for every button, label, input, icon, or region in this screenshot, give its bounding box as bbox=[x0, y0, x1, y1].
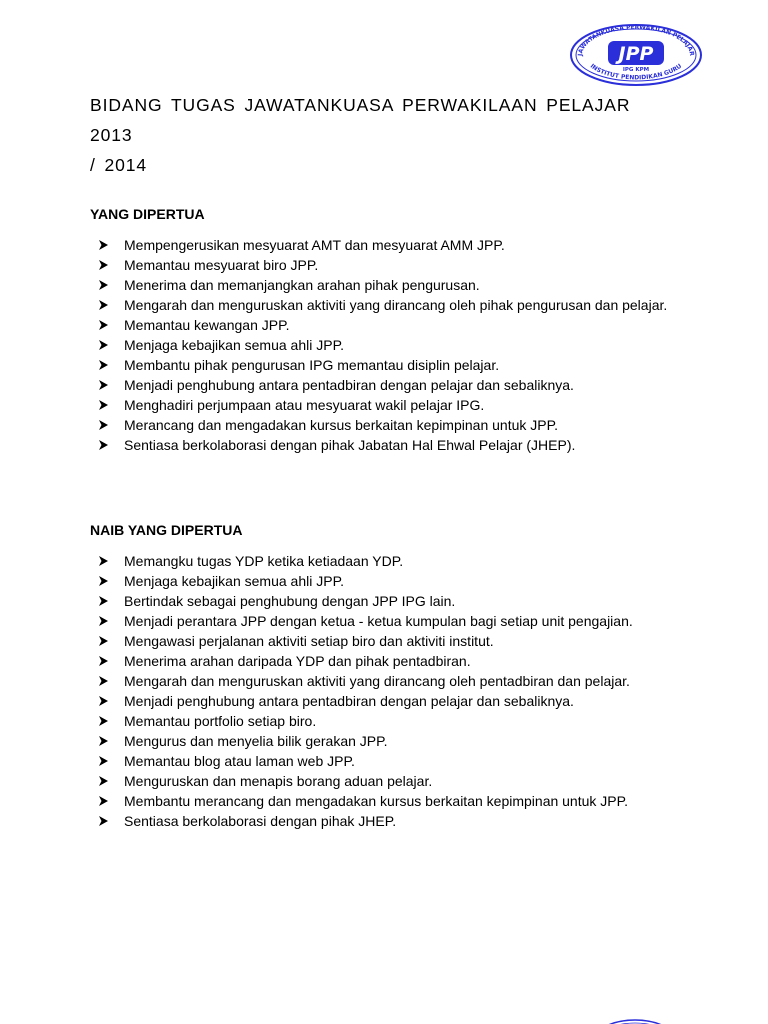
list-item: Memantau portfolio setiap biro. bbox=[90, 711, 676, 731]
list-item: Mempengerusikan mesyuarat AMT dan mesyuarat AMM JPP. bbox=[90, 235, 676, 255]
section-heading: NAIB YANG DIPERTUA bbox=[90, 522, 243, 538]
list-item: Menguruskan dan menapis borang aduan pelajar. bbox=[90, 771, 676, 791]
list-item: Menerima arahan daripada YDP dan pihak pentadbiran. bbox=[90, 651, 676, 671]
arrow-bullet-icon bbox=[98, 631, 108, 646]
arrow-bullet-icon bbox=[98, 335, 108, 350]
arrow-bullet-icon bbox=[98, 375, 108, 390]
arrow-bullet-icon bbox=[98, 591, 108, 606]
arrow-bullet-icon bbox=[98, 551, 108, 566]
list-item: Memantau kewangan JPP. bbox=[90, 315, 676, 335]
logo-arc-text: JAWATANKUASA PERWAKILAN PELAJAR bbox=[576, 23, 696, 57]
list-item: Menerima dan memanjangkan arahan pihak pengurusan. bbox=[90, 275, 676, 295]
list-item: Mengarah dan menguruskan aktiviti yang dirancang oleh pihak pengurusan dan pelajar. bbox=[90, 295, 676, 315]
list-item: Menjadi penghubung antara pentadbiran dengan pelajar dan sebaliknya. bbox=[90, 375, 676, 395]
list-item: Menjaga kebajikan semua ahli JPP. bbox=[90, 571, 676, 591]
jpp-logo-partial-icon bbox=[590, 1012, 680, 1024]
list-item: Menjadi penghubung antara pentadbiran dengan pelajar dan sebaliknya. bbox=[90, 691, 676, 711]
list-item: Menjadi perantara JPP dengan ketua - ketua kumpulan bagi setiap unit pengajian. bbox=[90, 611, 676, 631]
list-item: Mengurus dan menyelia bilik gerakan JPP. bbox=[90, 731, 676, 751]
title-line-1: BIDANG TUGAS JAWATANKUASA PERWAKILAAN PELAJAR 2013 bbox=[90, 95, 631, 145]
arrow-bullet-icon bbox=[98, 355, 108, 370]
arrow-bullet-icon bbox=[98, 395, 108, 410]
arrow-bullet-icon bbox=[98, 571, 108, 586]
section-heading: YANG DIPERTUA bbox=[90, 206, 205, 222]
list-item: Merancang dan mengadakan kursus berkaitan kepimpinan untuk JPP. bbox=[90, 415, 676, 435]
duty-list bbox=[90, 235, 680, 455]
arrow-bullet-icon bbox=[98, 235, 108, 250]
title-line-2: / 2014 bbox=[90, 155, 148, 175]
section-yang-dipertua bbox=[90, 205, 680, 455]
list-item: Mengawasi perjalanan aktiviti setiap biro dan aktiviti institut. bbox=[90, 631, 676, 651]
section-naib-yang-dipertua bbox=[90, 521, 680, 831]
duty-list bbox=[90, 551, 680, 831]
logo-main-text: JPP bbox=[618, 43, 654, 65]
list-item: Memantau mesyuarat biro JPP. bbox=[90, 255, 676, 275]
logo-bottom-text: INSTITUT PENDIDIKAN GURU bbox=[588, 62, 684, 82]
arrow-bullet-icon bbox=[98, 651, 108, 666]
arrow-bullet-icon bbox=[98, 295, 108, 310]
list-item: Memantau blog atau laman web JPP. bbox=[90, 751, 676, 771]
arrow-bullet-icon bbox=[98, 611, 108, 626]
arrow-bullet-icon bbox=[98, 435, 108, 450]
list-item: Memangku tugas YDP ketika ketiadaan YDP. bbox=[90, 551, 676, 571]
arrow-bullet-icon bbox=[98, 415, 108, 430]
jpp-logo-emblem bbox=[568, 22, 704, 86]
arrow-bullet-icon bbox=[98, 255, 108, 270]
list-item: Menjaga kebajikan semua ahli JPP. bbox=[90, 335, 676, 355]
list-item: Mengarah dan menguruskan aktiviti yang dirancang oleh pentadbiran dan pelajar. bbox=[90, 671, 676, 691]
document-title bbox=[90, 90, 680, 180]
jpp-logo bbox=[568, 22, 704, 86]
arrow-bullet-icon bbox=[98, 771, 108, 786]
list-item: Sentiasa berkolaborasi dengan pihak Jabatan Hal Ehwal Pelajar (JHEP). bbox=[90, 435, 676, 455]
list-item: Menghadiri perjumpaan atau mesyuarat wakil pelajar IPG. bbox=[90, 395, 676, 415]
arrow-bullet-icon bbox=[98, 275, 108, 290]
arrow-bullet-icon bbox=[98, 691, 108, 706]
arrow-bullet-icon bbox=[98, 811, 108, 826]
arrow-bullet-icon bbox=[98, 791, 108, 806]
list-item: Bertindak sebagai penghubung dengan JPP IPG lain. bbox=[90, 591, 676, 611]
arrow-bullet-icon bbox=[98, 315, 108, 330]
next-page-logo-peek bbox=[590, 1012, 680, 1024]
arrow-bullet-icon bbox=[98, 751, 108, 766]
list-item: Membantu merancang dan mengadakan kursus berkaitan kepimpinan untuk JPP. bbox=[90, 791, 676, 811]
list-item: Membantu pihak pengurusan IPG memantau disiplin pelajar. bbox=[90, 355, 676, 375]
logo-sub-text: IPG KPM bbox=[622, 67, 650, 73]
arrow-bullet-icon bbox=[98, 711, 108, 726]
arrow-bullet-icon bbox=[98, 731, 108, 746]
list-item: Sentiasa berkolaborasi dengan pihak JHEP. bbox=[90, 811, 676, 831]
arrow-bullet-icon bbox=[98, 671, 108, 686]
